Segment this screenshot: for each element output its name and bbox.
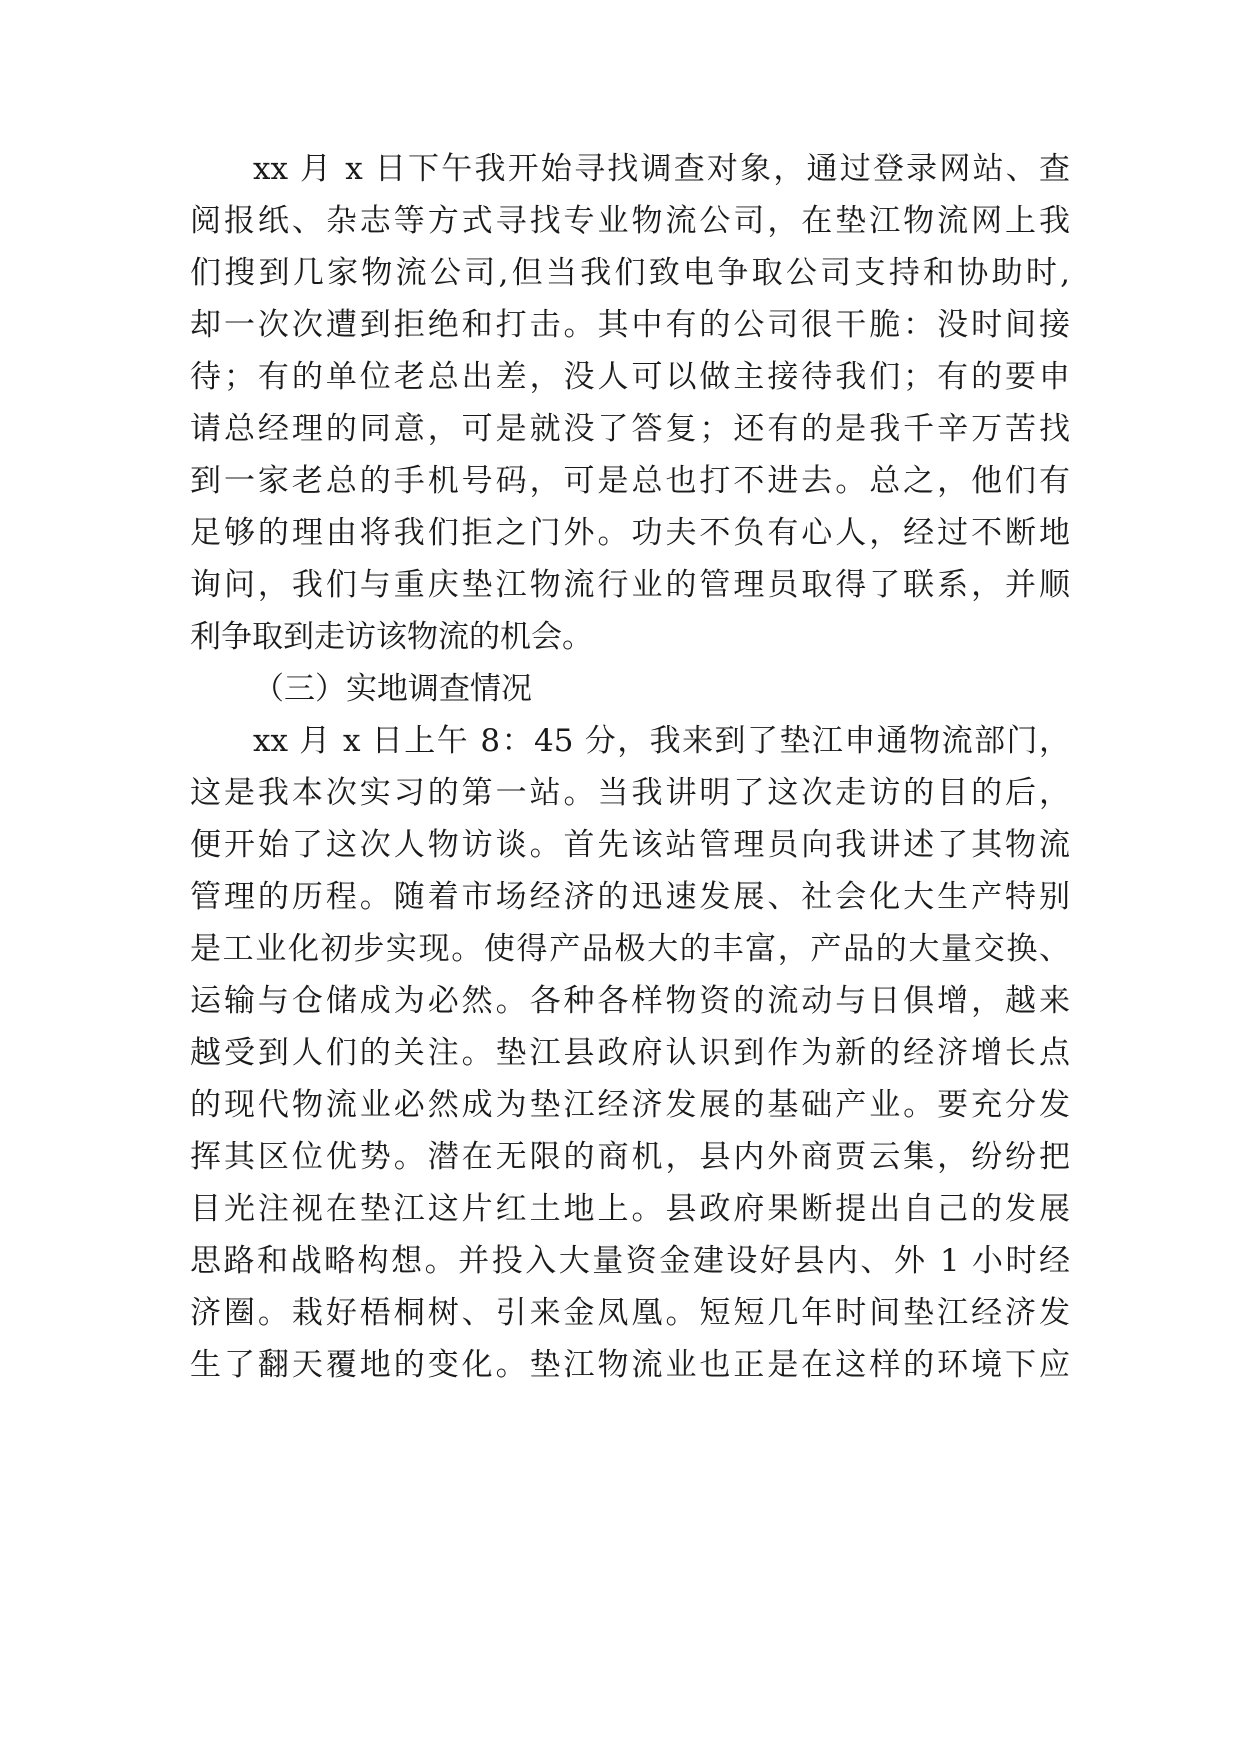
text-line: 请总经理的同意，可是就没了答复；还有的是我千辛万苦找 (190, 411, 1070, 447)
text-line: 的现代物流业必然成为垫江经济发展的基础产业。要充分发 (190, 1087, 1070, 1123)
text-line: 济圈。栽好梧桐树、引来金凤凰。短短几年时间垫江经济发 (190, 1295, 1070, 1331)
text-line: 足够的理由将我们拒之门外。功夫不负有心人，经过不断地 (190, 515, 1070, 551)
text-line: 管理的历程。随着市场经济的迅速发展、社会化大生产特别 (190, 879, 1070, 915)
text-line: 目光注视在垫江这片红土地上。县政府果断提出自己的发展 (190, 1191, 1070, 1227)
text-line: 思路和战略构想。并投入大量资金建设好县内、外 1 小时经 (190, 1243, 1070, 1279)
text-line: 待；有的单位老总出差，没人可以做主接待我们；有的要申 (190, 359, 1070, 395)
text-line: 却一次次遭到拒绝和打击。其中有的公司很干脆：没时间接 (190, 307, 1070, 343)
text-line: 越受到人们的关注。垫江县政府认识到作为新的经济增长点 (190, 1035, 1070, 1071)
section-heading: （三）实地调查情况 (253, 671, 532, 707)
text-line: 是工业化初步实现。使得产品极大的丰富，产品的大量交换、 (190, 931, 1070, 967)
text-line: 便开始了这次人物访谈。首先该站管理员向我讲述了其物流 (190, 827, 1070, 863)
text-line: 运输与仓储成为必然。各种各样物资的流动与日俱增，越来 (190, 983, 1070, 1019)
text-line: 们搜到几家物流公司,但当我们致电争取公司支持和协助时, (190, 255, 1070, 291)
text-line: xx 月 x 日下午我开始寻找调查对象，通过登录网站、查 (253, 151, 1070, 187)
text-line: 询问，我们与重庆垫江物流行业的管理员取得了联系，并顺 (190, 567, 1070, 603)
text-line: 生了翻天覆地的变化。垫江物流业也正是在这样的环境下应 (190, 1347, 1070, 1383)
text-line: 挥其区位优势。潜在无限的商机，县内外商贾云集，纷纷把 (190, 1139, 1070, 1175)
text-line: 这是我本次实习的第一站。当我讲明了这次走访的目的后， (190, 775, 1070, 811)
text-line: 阅报纸、杂志等方式寻找专业物流公司，在垫江物流网上我 (190, 203, 1070, 239)
text-line: 利争取到走访该物流的机会。 (190, 619, 593, 655)
text-line: xx 月 x 日上午 8：45 分，我来到了垫江申通物流部门， (253, 723, 1070, 759)
text-line: 到一家老总的手机号码，可是总也打不进去。总之，他们有 (190, 463, 1070, 499)
